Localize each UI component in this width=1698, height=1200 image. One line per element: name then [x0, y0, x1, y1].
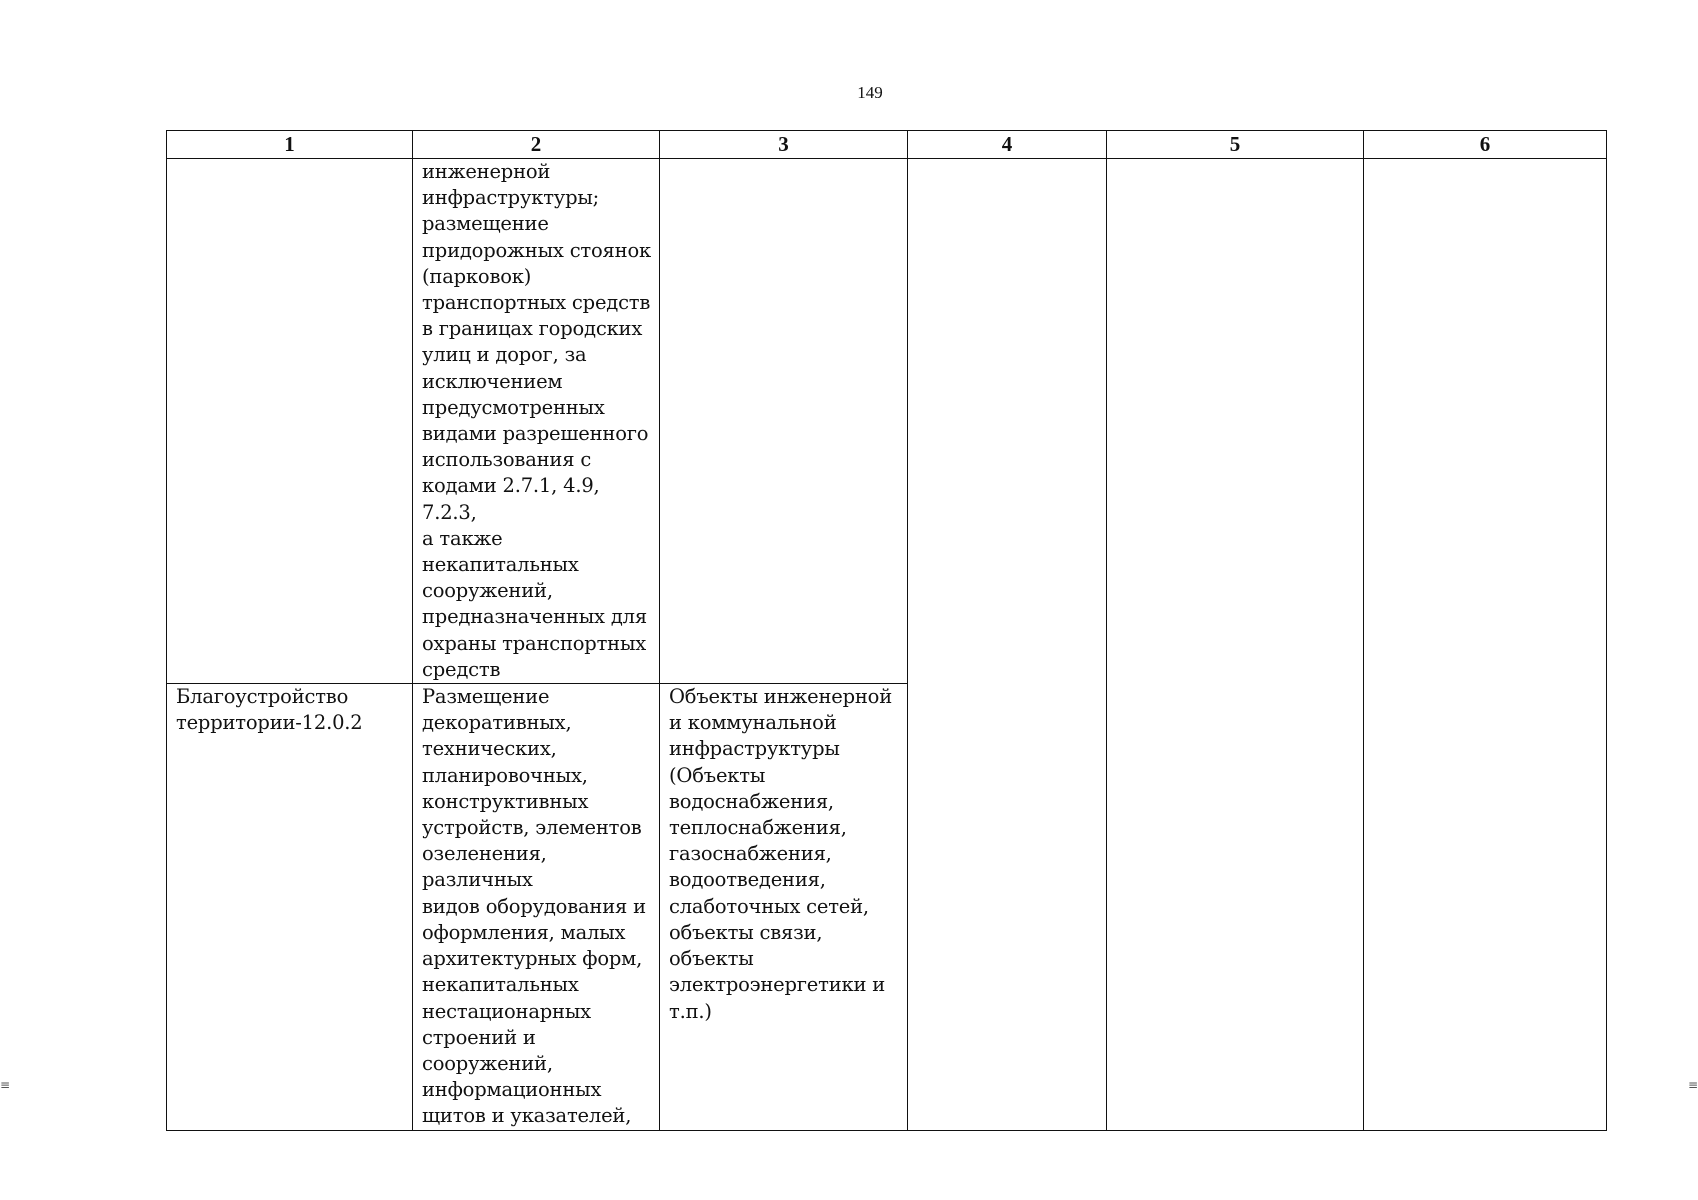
cell-text: Благоустройство территории-12.0.2 — [176, 685, 363, 735]
column-header-1: 1 — [167, 131, 413, 159]
cell-text: Размещение декоративных, технических, планировочных, конструктивных устройств, элементов озеленения, различных видов оборудования и оформления, малых архитектурных форм, некапитальных нестационарных строений и сооружений, информационных щитов и указателей, — [422, 685, 646, 1128]
cell-col4-merged — [908, 159, 1107, 1131]
column-header-4: 4 — [908, 131, 1107, 159]
cell-row1-col2 — [413, 159, 660, 684]
cell-row2-col1 — [167, 684, 413, 1130]
column-header-3: 3 — [660, 131, 908, 159]
cell-text: инженерной инфраструктуры; размещение придорожных стоянок (парковок) транспортных средств в границах городских улиц и дорог, за исключением предусмотренных видами разрешенного использования с кодами 2.7.1, 4.9, 7.2.3, а также некапитальных сооружений, предназначенных для охраны транспортных средств — [422, 160, 651, 681]
cell-col5-merged — [1107, 159, 1364, 1131]
column-header-6: 6 — [1364, 131, 1607, 159]
scan-edge-mark-right: ≡ — [1688, 1078, 1698, 1092]
cell-row1-col3 — [660, 159, 908, 684]
column-header-5: 5 — [1107, 131, 1364, 159]
cell-text: Объекты инженерной и коммунальной инфраструктуры (Объекты водоснабжения, теплоснабжения, газоснабжения, водоотведения, слаботочных сетей, объекты связи, объекты электроэнергетики и т.п.) — [669, 685, 892, 1023]
cell-row2-col2 — [413, 684, 660, 1130]
column-header-2: 2 — [413, 131, 660, 159]
page-number: 149 — [857, 83, 883, 102]
cell-col6-merged — [1364, 159, 1607, 1131]
table-row — [167, 159, 1607, 684]
scan-edge-mark-left: ≡ — [0, 1078, 11, 1092]
table-header-row — [167, 131, 1607, 159]
cell-row2-col3 — [660, 684, 908, 1130]
cell-row1-col1 — [167, 159, 413, 684]
land-use-table — [166, 130, 1607, 1131]
